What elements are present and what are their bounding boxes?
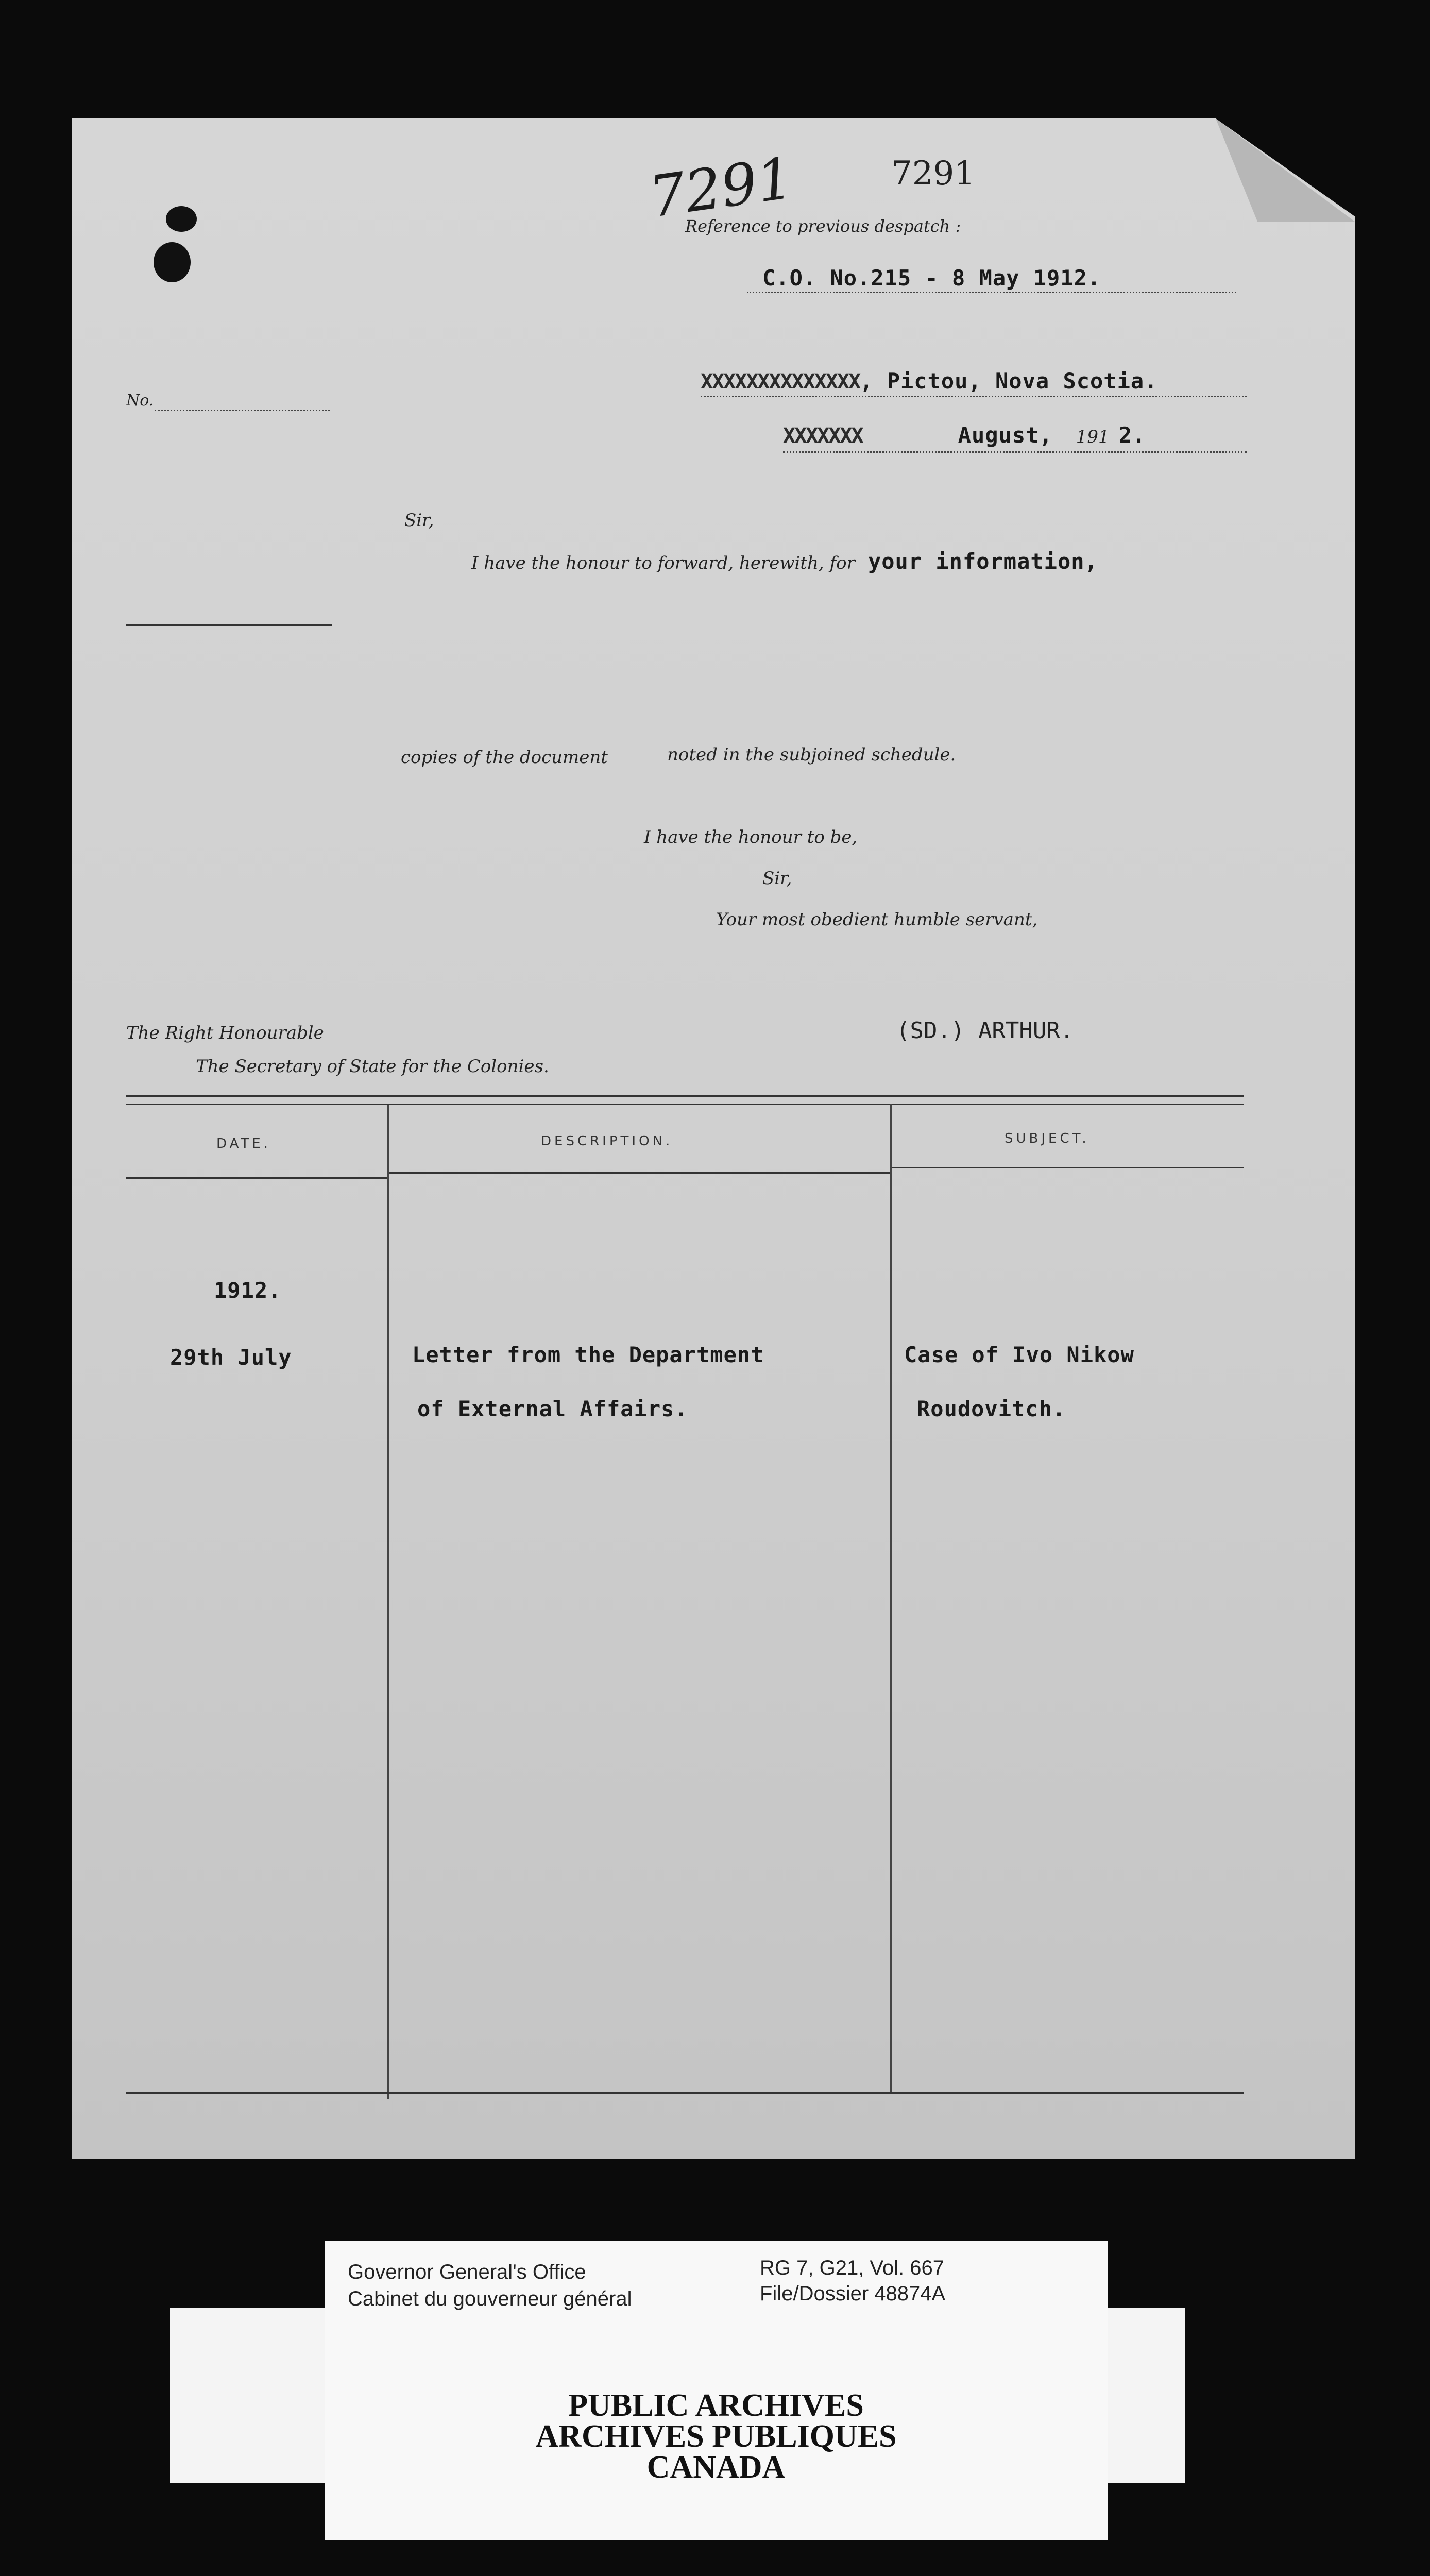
table-row-description-line-2: of External Affairs. xyxy=(417,1396,688,1421)
table-row-subject-line-2: Roudovitch. xyxy=(917,1396,1066,1421)
column-divider-2 xyxy=(890,1104,892,2093)
handwritten-file-number: 7291 xyxy=(645,145,797,230)
place-underline xyxy=(701,396,1247,397)
closing-line-1: I have the honour to be, xyxy=(644,827,858,848)
date-underline xyxy=(783,451,1247,453)
forward-line xyxy=(471,549,1098,574)
date-month: August, xyxy=(958,422,1053,448)
file-reference: File/Dossier 48874A xyxy=(760,2282,946,2305)
closing-line-3: Your most obedient humble servant, xyxy=(716,909,1038,930)
header-bottom-rule-right xyxy=(891,1167,1244,1168)
archive-country: CANADA xyxy=(646,2450,786,2485)
schedule-year: 1912. xyxy=(214,1278,282,1303)
struck-out-place: XXXXXXXXXXXXXX xyxy=(701,370,860,394)
addressee-line-2: The Secretary of State for the Colonies. xyxy=(196,1056,549,1077)
margin-rule xyxy=(126,624,332,626)
date-year-suffix: 2. xyxy=(1118,422,1146,448)
table-bottom-rule xyxy=(126,2092,1244,2094)
record-group-reference: RG 7, G21, Vol. 667 xyxy=(760,2257,944,2279)
table-top-rule-1 xyxy=(126,1095,1244,1097)
archive-title-fr: ARCHIVES PUBLIQUES xyxy=(535,2419,897,2454)
header-bottom-rule-mid xyxy=(389,1172,891,1174)
addressee-line-1: The Right Honourable xyxy=(126,1023,324,1043)
reference-value: C.O. No.215 - 8 May 1912. xyxy=(762,265,1101,291)
table-row-subject-line-1: Case of Ivo Nikow xyxy=(904,1342,1134,1367)
archive-title-en: PUBLIC ARCHIVES xyxy=(568,2388,864,2423)
column-header-date: DATE. xyxy=(216,1136,271,1151)
stamped-file-number: 7291 xyxy=(891,155,975,193)
place-line xyxy=(701,368,1157,394)
column-divider-1 xyxy=(387,1105,389,2099)
column-header-subject: SUBJECT. xyxy=(1005,1131,1089,1146)
reference-underline xyxy=(747,292,1236,293)
punch-hole-top xyxy=(166,206,197,232)
no-label: No. xyxy=(126,392,154,410)
column-header-description: DESCRIPTION. xyxy=(541,1133,673,1149)
signature: (SD.) ARTHUR. xyxy=(896,1018,1074,1044)
date-year-prefix: 191 xyxy=(1076,427,1110,447)
forward-text: I have the honour to forward, herewith, for xyxy=(471,553,855,573)
struck-out-day: XXXXXXX xyxy=(783,424,863,448)
no-underline xyxy=(155,410,330,411)
table-row-date: 29th July xyxy=(170,1345,292,1370)
office-name-en: Governor General's Office xyxy=(348,2261,586,2283)
reference-label: Reference to previous despatch : xyxy=(685,216,961,236)
table-row-description-line-1: Letter from the Department xyxy=(412,1342,764,1367)
closing-line-2: Sir, xyxy=(762,868,792,889)
office-name-fr: Cabinet du gouverneur général xyxy=(348,2287,632,2310)
header-bottom-rule-left xyxy=(126,1177,389,1179)
table-top-rule-2 xyxy=(126,1104,1244,1105)
place-name: , Pictou, Nova Scotia. xyxy=(860,368,1158,394)
schedule-text: noted in the subjoined schedule. xyxy=(667,744,956,765)
date-line xyxy=(783,422,1146,448)
copies-text: copies of the document xyxy=(401,747,608,768)
punch-hole-bottom xyxy=(154,242,191,282)
forward-typed-text: your information, xyxy=(867,549,1098,574)
salutation: Sir, xyxy=(404,510,434,531)
